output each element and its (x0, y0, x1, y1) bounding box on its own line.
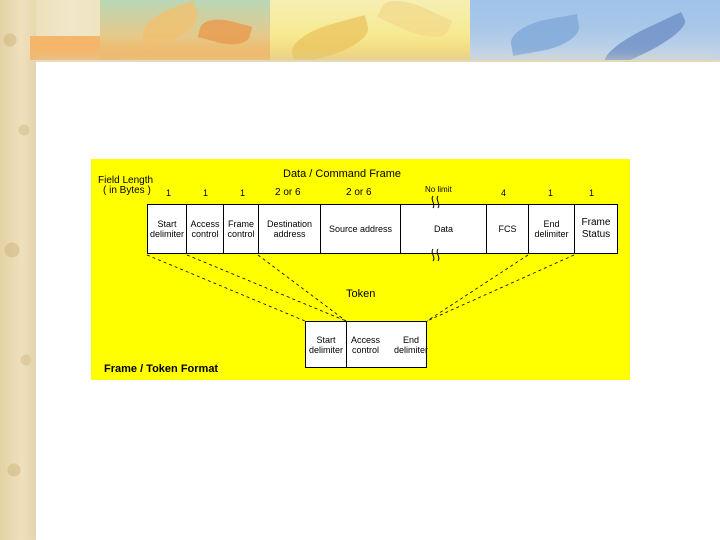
field-label: control (191, 229, 219, 239)
length-source-address: 2 or 6 (346, 187, 372, 198)
leaf-shape (508, 14, 582, 56)
length-data: No limit (425, 185, 452, 194)
leaf-shape (377, 0, 452, 46)
field-label: End (403, 334, 420, 345)
length-frame-status: 1 (589, 188, 595, 198)
banner-segment (100, 0, 270, 60)
length-start-delimiter: 1 (166, 188, 172, 198)
token-access-control (351, 335, 380, 355)
field-label: Start (316, 334, 336, 345)
token-access-end (346, 321, 427, 368)
length-frame-control: 1 (240, 188, 246, 198)
leaf-shape (198, 14, 253, 50)
banner-segment (470, 0, 720, 60)
field-label: control (352, 344, 380, 355)
field-label: Status (581, 229, 611, 240)
diagram-caption: Frame / Token Format (104, 363, 219, 375)
field-label: address (273, 229, 306, 239)
length-destination-address: 2 or 6 (275, 187, 301, 198)
frame-title: Data / Command Frame (283, 168, 401, 180)
token-end-delimiter (394, 335, 428, 355)
length-end-delimiter: 1 (548, 188, 554, 198)
token-start-delimiter (305, 321, 347, 368)
field-label: FCS (498, 224, 517, 234)
decorative-banner (30, 0, 720, 60)
diagram-panel (91, 159, 630, 380)
field-length-unit: ( in Bytes ) (103, 185, 151, 196)
field-label: Frame (227, 219, 254, 229)
field-label: Start (157, 219, 177, 229)
parchment-strip (0, 0, 36, 540)
field-label: Data (433, 224, 453, 234)
leaf-shape (600, 12, 691, 60)
field-label: delimiter (149, 229, 184, 239)
field-label: delimiter (308, 344, 343, 355)
field-label: Source address (328, 224, 393, 234)
field-label: Access (190, 219, 220, 229)
banner-segment (270, 0, 470, 60)
field-label: Frame (581, 217, 611, 228)
field-label: Destination (266, 219, 313, 229)
field-label: delimiter (534, 229, 569, 239)
leaf-shape (287, 15, 372, 60)
field-label: End (543, 219, 560, 229)
field-label: control (227, 229, 255, 239)
token-title: Token (346, 288, 376, 300)
field-label: Access (351, 334, 381, 345)
leaf-shape (137, 1, 204, 50)
banner-segment (30, 36, 100, 60)
field-label: delimiter (394, 344, 429, 355)
length-fcs: 4 (501, 188, 507, 198)
field-length-label: Field Length (98, 175, 154, 186)
length-access-control: 1 (203, 188, 209, 198)
